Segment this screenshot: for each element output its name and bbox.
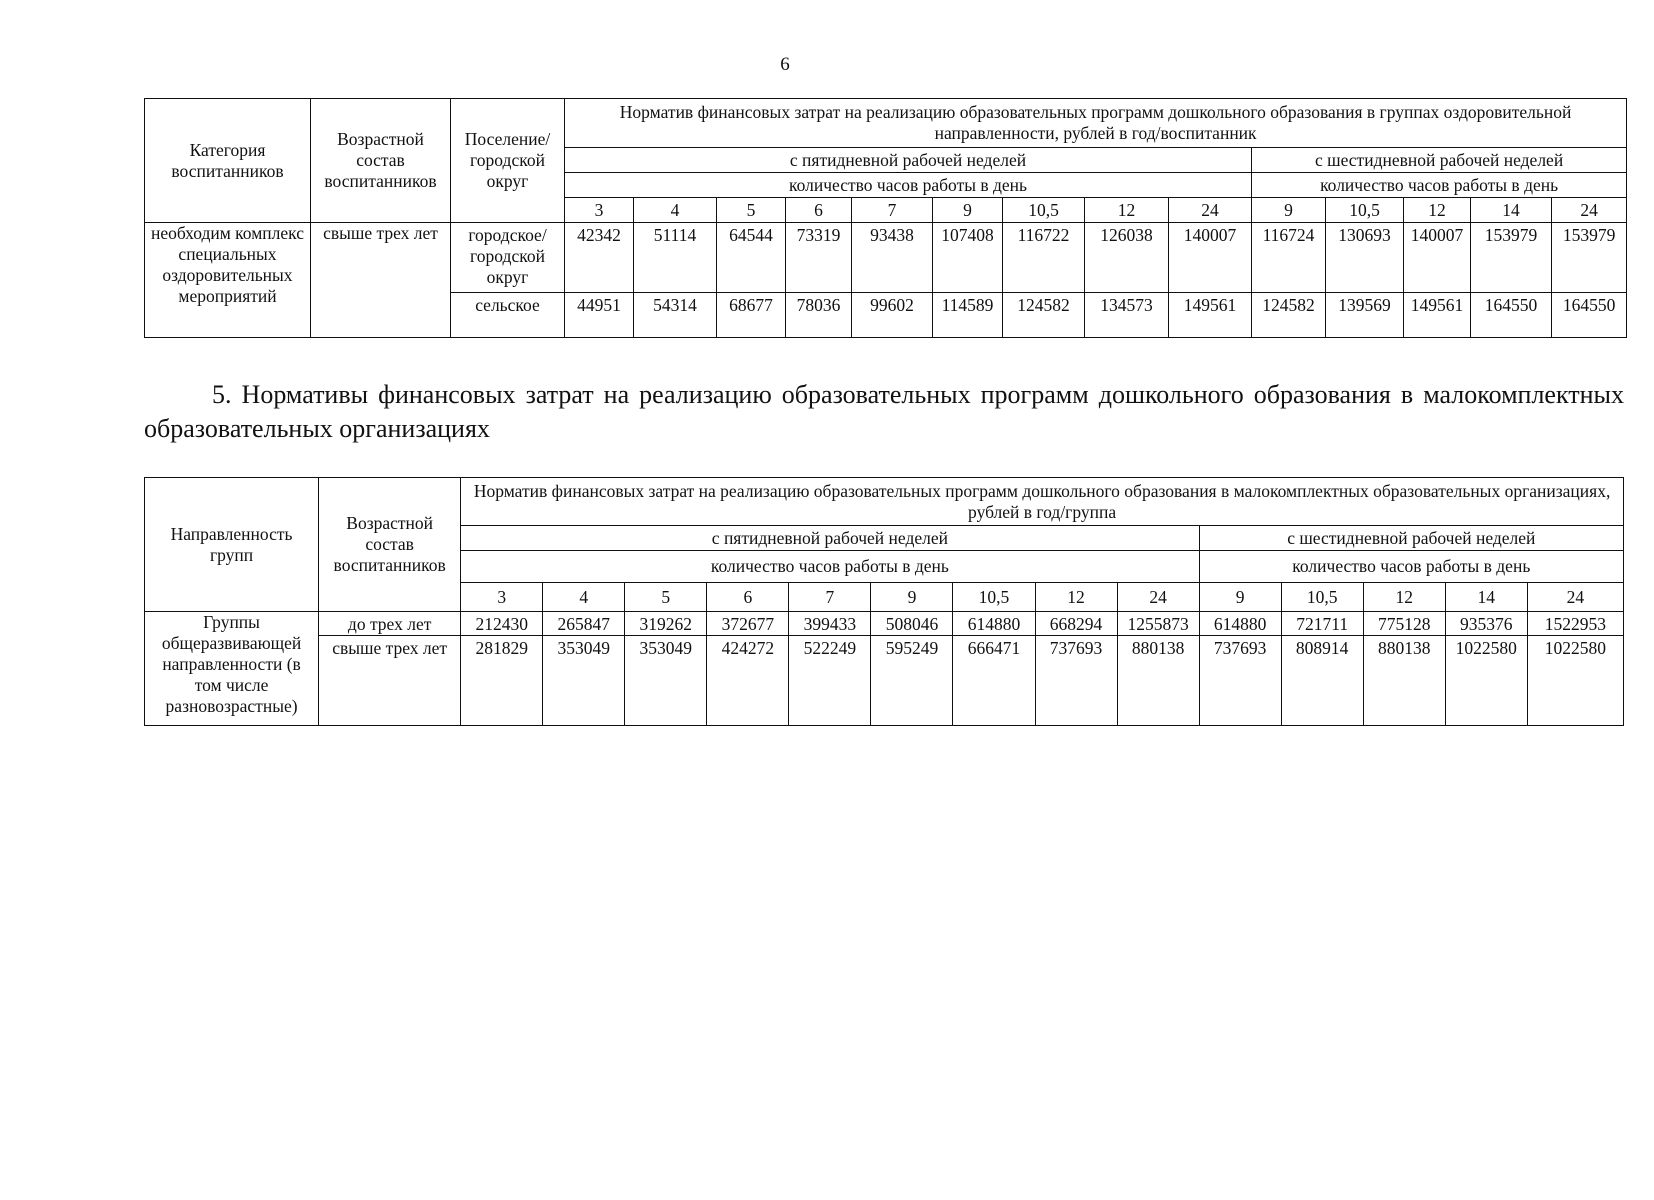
age-cell: до трех лет [319, 612, 461, 636]
value-cell: 595249 [871, 636, 953, 726]
hour-cell: 5 [625, 583, 707, 612]
value-cell: 522249 [789, 636, 871, 726]
header-age: Возрастной состав воспитанников [311, 99, 451, 223]
hour-cell: 5 [717, 198, 786, 223]
value-cell: 935376 [1445, 612, 1527, 636]
value-cell: 880138 [1117, 636, 1199, 726]
header-settlement: Поселение/ городской округ [451, 99, 565, 223]
hour-cell: 12 [1085, 198, 1169, 223]
value-cell: 265847 [543, 612, 625, 636]
category-cell: необходим комплекс специальных оздоровительных мероприятий [145, 223, 311, 338]
value-cell: 1255873 [1117, 612, 1199, 636]
value-cell: 1022580 [1445, 636, 1527, 726]
value-cell: 126038 [1085, 223, 1169, 293]
value-cell: 149561 [1169, 293, 1252, 338]
value-cell: 54314 [634, 293, 717, 338]
value-cell: 399433 [789, 612, 871, 636]
value-cell: 68677 [717, 293, 786, 338]
section-number: 5. [212, 380, 232, 409]
value-cell: 73319 [786, 223, 852, 293]
header-norm: Норматив финансовых затрат на реализацию образовательных программ дошкольного образования в малокомплектных образовательных организациях, рублей в год/группа [461, 478, 1624, 526]
value-cell: 808914 [1281, 636, 1363, 726]
value-cell: 99602 [852, 293, 933, 338]
hour-cell: 9 [871, 583, 953, 612]
table-row [145, 636, 1624, 726]
hour-cell: 24 [1117, 583, 1199, 612]
norm-table-small-organizations [144, 477, 1624, 726]
value-cell: 124582 [1003, 293, 1085, 338]
hour-cell: 10,5 [1003, 198, 1085, 223]
value-cell: 319262 [625, 612, 707, 636]
hour-cell: 6 [786, 198, 852, 223]
age-cell: свыше трех лет [311, 223, 451, 338]
header-age: Возрастной состав воспитанников [319, 478, 461, 612]
value-cell: 140007 [1169, 223, 1252, 293]
age-cell: свыше трех лет [319, 636, 461, 726]
value-cell: 124582 [1252, 293, 1326, 338]
hour-cell: 9 [1252, 198, 1326, 223]
value-cell: 64544 [717, 223, 786, 293]
header-hours-six: количество часов работы в день [1252, 173, 1627, 198]
header-six-day: с шестидневной рабочей неделей [1199, 526, 1623, 551]
value-cell: 1022580 [1527, 636, 1623, 726]
value-cell: 140007 [1404, 223, 1471, 293]
value-cell: 116724 [1252, 223, 1326, 293]
value-cell: 107408 [933, 223, 1003, 293]
value-cell: 737693 [1035, 636, 1117, 726]
norm-table-health-groups [144, 98, 1627, 338]
value-cell: 666471 [953, 636, 1035, 726]
header-hours-five: количество часов работы в день [565, 173, 1252, 198]
value-cell: 114589 [933, 293, 1003, 338]
value-cell: 164550 [1552, 293, 1627, 338]
value-cell: 1522953 [1527, 612, 1623, 636]
header-five-day: с пятидневной рабочей неделей [565, 148, 1252, 173]
value-cell: 721711 [1281, 612, 1363, 636]
value-cell: 424272 [707, 636, 789, 726]
value-cell: 508046 [871, 612, 953, 636]
hour-cell: 9 [1199, 583, 1281, 612]
value-cell: 78036 [786, 293, 852, 338]
value-cell: 153979 [1471, 223, 1552, 293]
hour-cell: 12 [1404, 198, 1471, 223]
section-heading [144, 378, 1624, 446]
value-cell: 164550 [1471, 293, 1552, 338]
header-direction: Направленность групп [145, 478, 319, 612]
hour-cell: 3 [565, 198, 634, 223]
hour-cell: 14 [1471, 198, 1552, 223]
hour-cell: 24 [1169, 198, 1252, 223]
value-cell: 737693 [1199, 636, 1281, 726]
hour-cell: 7 [852, 198, 933, 223]
hour-cell: 12 [1035, 583, 1117, 612]
hour-cell: 24 [1552, 198, 1627, 223]
value-cell: 614880 [953, 612, 1035, 636]
value-cell: 353049 [543, 636, 625, 726]
value-cell: 775128 [1363, 612, 1445, 636]
header-hours-five: количество часов работы в день [461, 551, 1199, 583]
direction-cell: Группы общеразвивающей направленности (в том числе разновозрастные) [145, 612, 319, 726]
value-cell: 149561 [1404, 293, 1471, 338]
hour-cell: 3 [461, 583, 543, 612]
hour-cell: 7 [789, 583, 871, 612]
hour-cell: 14 [1445, 583, 1527, 612]
header-hours-six: количество часов работы в день [1199, 551, 1623, 583]
value-cell: 51114 [634, 223, 717, 293]
page-number: 6 [780, 54, 790, 75]
value-cell: 44951 [565, 293, 634, 338]
value-cell: 880138 [1363, 636, 1445, 726]
value-cell: 353049 [625, 636, 707, 726]
header-category: Категория воспитанников [145, 99, 311, 223]
value-cell: 139569 [1326, 293, 1404, 338]
value-cell: 93438 [852, 223, 933, 293]
header-five-day: с пятидневной рабочей неделей [461, 526, 1199, 551]
hour-cell: 9 [933, 198, 1003, 223]
value-cell: 42342 [565, 223, 634, 293]
value-cell: 281829 [461, 636, 543, 726]
header-six-day: с шестидневной рабочей неделей [1252, 148, 1627, 173]
value-cell: 134573 [1085, 293, 1169, 338]
header-norm: Норматив финансовых затрат на реализацию образовательных программ дошкольного образования в группах оздоровительной направленности, рублей в год/воспитанник [565, 99, 1627, 148]
hour-cell: 12 [1363, 583, 1445, 612]
section-title: Нормативы финансовых затрат на реализацию образовательных программ дошкольного образования в малокомплектных образовательных организациях [144, 380, 1624, 443]
hour-cell: 4 [634, 198, 717, 223]
hour-cell: 10,5 [1326, 198, 1404, 223]
settlement-cell: сельское [451, 293, 565, 338]
hour-cell: 10,5 [1281, 583, 1363, 612]
value-cell: 153979 [1552, 223, 1627, 293]
value-cell: 372677 [707, 612, 789, 636]
hour-cell: 4 [543, 583, 625, 612]
table-row [145, 223, 1627, 293]
value-cell: 130693 [1326, 223, 1404, 293]
value-cell: 116722 [1003, 223, 1085, 293]
hour-cell: 10,5 [953, 583, 1035, 612]
value-cell: 614880 [1199, 612, 1281, 636]
value-cell: 668294 [1035, 612, 1117, 636]
hour-cell: 6 [707, 583, 789, 612]
hour-cell: 24 [1527, 583, 1623, 612]
table-row [145, 612, 1624, 636]
value-cell: 212430 [461, 612, 543, 636]
settlement-cell: городское/ городской округ [451, 223, 565, 293]
